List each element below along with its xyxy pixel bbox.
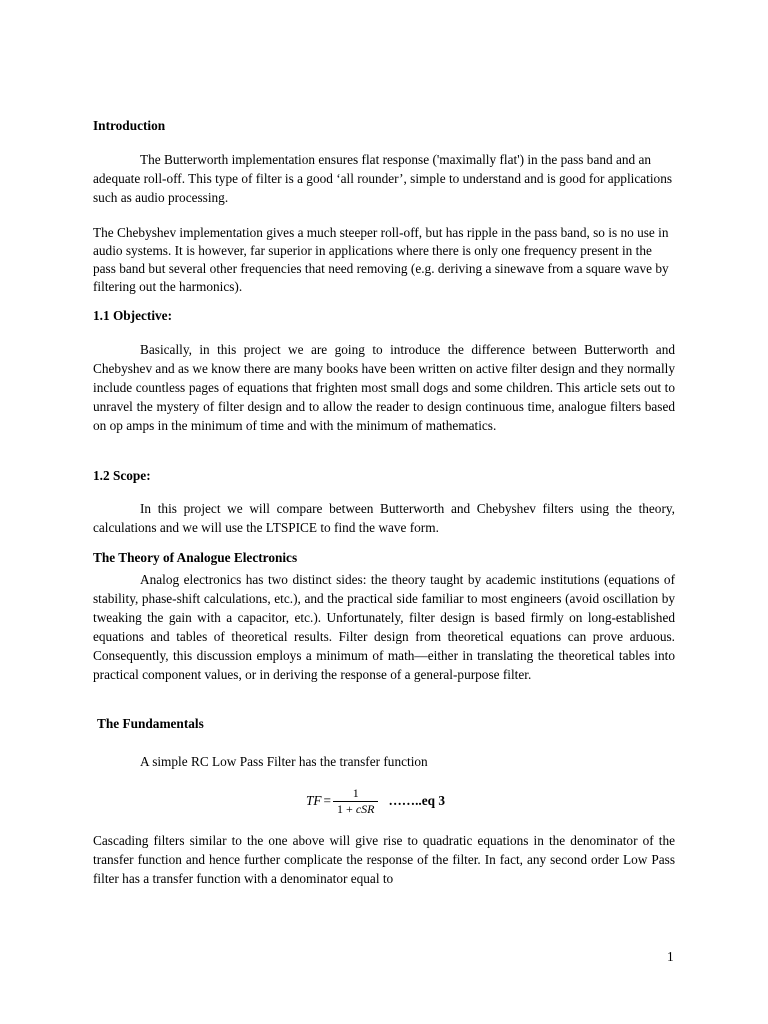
equation-label: ……..eq 3 <box>388 793 445 808</box>
introduction-paragraph-1: The Butterworth implementation ensures flat response ('maximally flat') in the pass band and an adequate roll-off. This type of filter is a good ‘all rounder’, simple to understand and is good for applications such as audio processing. <box>93 152 673 205</box>
objective-heading: 1.1 Objective: <box>93 308 173 323</box>
equation-denominator-variable: cSR <box>355 801 375 816</box>
equation-lhs: TF <box>306 793 322 808</box>
objective-paragraph: Basically, in this project we are going to introduce the difference between Butterworth and Chebyshev and as we know there are many books have been written on active filter design and they normally include countless pages of equations that frighten most small dogs and some children. This article sets out to unravel the mystery of filter design and to allow the reader to design continuous time, analogue filters based on op amps in the minimum of time and with the minimum of mathematics. <box>93 342 675 433</box>
page-number: 1 <box>667 949 674 964</box>
theory-paragraph: Analog electronics has two distinct sides: the theory taught by academic institutions (equations of stability, phase-shift calculations, etc.), and the practical side familiar to most engineers (avoid oscillation by tweaking the gain with a capacitor, etc.). Unfortunately, filter design is based firmly on long-established equations and tables of theoretical results. Filter design from theoretical equations can prove arduous. Consequently, this discussion employs a minimum of math—either in translating the theoretical tables into practical component values, or in deriving the response of a general-purpose filter. <box>93 572 675 682</box>
equation-denominator-prefix: 1 + <box>337 801 356 816</box>
equation-fraction <box>333 786 378 817</box>
fundamentals-heading: The Fundamentals <box>97 716 204 731</box>
equation-denominator <box>333 801 378 817</box>
fundamentals-intro: A simple RC Low Pass Filter has the transfer function <box>140 754 428 769</box>
fundamentals-paragraph: Cascading filters similar to the one above will give rise to quadratic equations in the denominator of the transfer function and hence further complicate the response of the filter. In fact, any second order Low Pass filter has a transfer function with a denominator equal to <box>93 833 675 886</box>
scope-paragraph: In this project we will compare between Butterworth and Chebyshev filters using the theory, calculations and we will use the LTSPICE to find the wave form. <box>93 501 675 535</box>
scope-heading: 1.2 Scope: <box>93 468 151 483</box>
introduction-paragraph-2: The Chebyshev implementation gives a much steeper roll-off, but has ripple in the pass band, so is no use in audio systems. It is however, far superior in applications where there is only one frequency present in the pass band but several other frequencies that need removing (e.g. deriving a sinewave from a square wave by filtering out the harmonics). <box>93 225 669 294</box>
transfer-function-equation <box>306 781 445 821</box>
equation-numerator: 1 <box>352 785 359 800</box>
theory-heading: The Theory of Analogue Electronics <box>93 550 298 565</box>
equation-equals: = <box>323 793 332 808</box>
introduction-heading: Introduction <box>93 118 166 133</box>
